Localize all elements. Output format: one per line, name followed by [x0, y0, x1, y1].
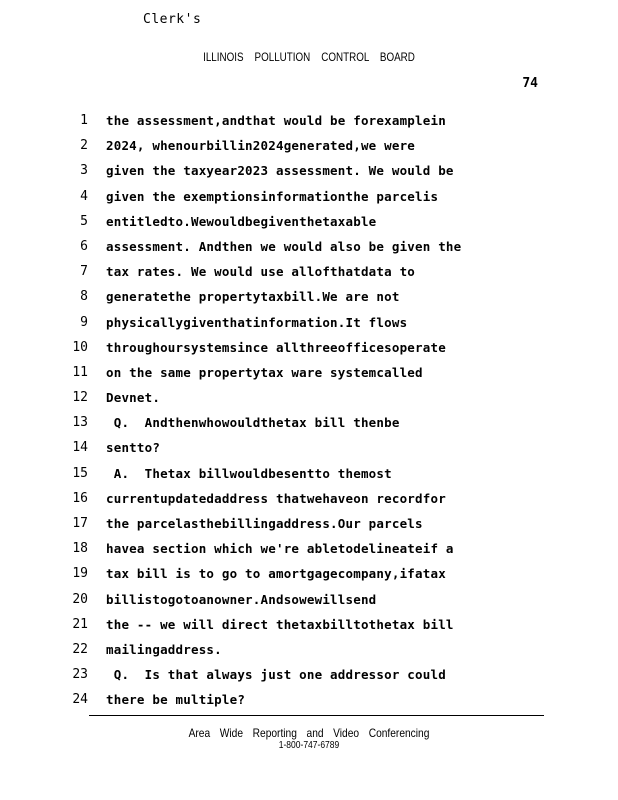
transcript-line	[0, 213, 618, 238]
line-text: assessment. Andthen we would also be given the	[106, 238, 462, 254]
line-text: the -- we will direct thetaxbilltothetax bill	[106, 616, 454, 632]
transcript-line	[0, 414, 618, 439]
page-title: ILLINOIS POLLUTION CONTROL BOARD	[203, 50, 415, 64]
transcript-line	[0, 439, 618, 464]
line-text: generatethe propertytaxbill.We are not	[106, 289, 400, 305]
line-number: 12	[72, 390, 88, 406]
transcript-line	[0, 188, 618, 213]
transcript-line	[0, 112, 618, 137]
transcript-line	[0, 162, 618, 187]
line-text: entitledto.Wewouldbegiventhetaxable	[106, 213, 377, 229]
line-number: 5	[80, 213, 88, 229]
line-number: 19	[72, 566, 88, 582]
footer-phone: 1-800-747-6789	[278, 740, 340, 751]
transcript-line	[0, 137, 618, 162]
line-number: 7	[80, 264, 88, 280]
line-text: havea section which we're abletodelineateif a	[106, 541, 454, 557]
line-number: 16	[72, 490, 88, 506]
line-number: 13	[72, 415, 88, 431]
transcript-line	[0, 691, 618, 716]
transcript-line	[0, 339, 618, 364]
transcript-line	[0, 641, 618, 666]
line-number: 2	[80, 138, 88, 154]
line-text: the parcelasthebillingaddress.Our parcels	[106, 516, 423, 531]
line-number: 10	[72, 339, 88, 355]
footer-company: Area Wide Reporting and Video Conferencing	[188, 726, 430, 740]
line-text: mailingaddress.	[106, 641, 222, 657]
line-number: 24	[72, 692, 88, 708]
transcript-line	[0, 591, 618, 616]
line-text: there be multiple?	[106, 692, 246, 708]
transcript-line	[0, 490, 618, 515]
line-text: tax bill is to go to amortgagecompany,ifatax	[106, 566, 446, 582]
line-number: 22	[72, 641, 88, 657]
line-number: 18	[72, 541, 88, 557]
line-text: sentto?	[106, 440, 161, 456]
transcript-line	[0, 465, 618, 490]
line-text: billistogotoanowner.Andsowewillsend	[106, 591, 377, 607]
line-text: Q. Andthenwhowouldthetax bill thenbe	[106, 415, 400, 431]
line-number: 23	[72, 667, 88, 683]
line-number: 17	[72, 516, 88, 531]
transcript-line	[0, 389, 618, 414]
line-text: physicallygiventhatinformation.It flows	[106, 314, 408, 330]
line-number: 20	[72, 591, 88, 607]
transcript-line	[0, 616, 618, 641]
line-text: given the exemptionsinformationthe parcelis	[106, 188, 439, 204]
transcript-line	[0, 364, 618, 389]
line-number: 15	[72, 465, 88, 481]
transcript-line	[0, 263, 618, 288]
line-text: given the taxyear2023 assessment. We would be	[106, 163, 454, 179]
line-number: 8	[80, 289, 88, 305]
line-text: Q. Is that always just one addressor could	[106, 667, 446, 683]
footer-divider	[89, 715, 544, 716]
line-text: throughoursystemsince allthreeofficesoperate	[106, 339, 446, 355]
line-number: 3	[80, 163, 88, 179]
transcript-line	[0, 565, 618, 590]
line-text: currentupdatedaddress thatwehaveon recordfor	[106, 490, 446, 506]
line-text: A. Thetax billwouldbesentto themost	[106, 465, 392, 481]
line-number: 1	[80, 113, 88, 128]
page-number: 74	[522, 76, 538, 91]
line-text: the assessment,andthat would be forexamplein	[106, 113, 446, 128]
line-text: on the same propertytax ware systemcalled	[106, 364, 423, 380]
line-text: 2024, whenourbillin2024generated,we were	[106, 138, 416, 154]
line-number: 4	[80, 188, 88, 204]
header-clerk-label: Clerk's	[143, 12, 202, 27]
line-number: 6	[80, 238, 88, 254]
line-text: tax rates. We would use allofthatdata to	[106, 264, 416, 280]
line-number: 11	[72, 364, 88, 380]
transcript-lines	[0, 112, 618, 717]
line-text: Devnet.	[106, 390, 161, 406]
line-number: 9	[80, 314, 88, 330]
transcript-line	[0, 314, 618, 339]
transcript-line	[0, 238, 618, 263]
transcript-line	[0, 515, 618, 540]
transcript-line	[0, 540, 618, 565]
transcript-line	[0, 666, 618, 691]
line-number: 21	[72, 616, 88, 632]
transcript-line	[0, 288, 618, 313]
line-number: 14	[72, 440, 88, 456]
